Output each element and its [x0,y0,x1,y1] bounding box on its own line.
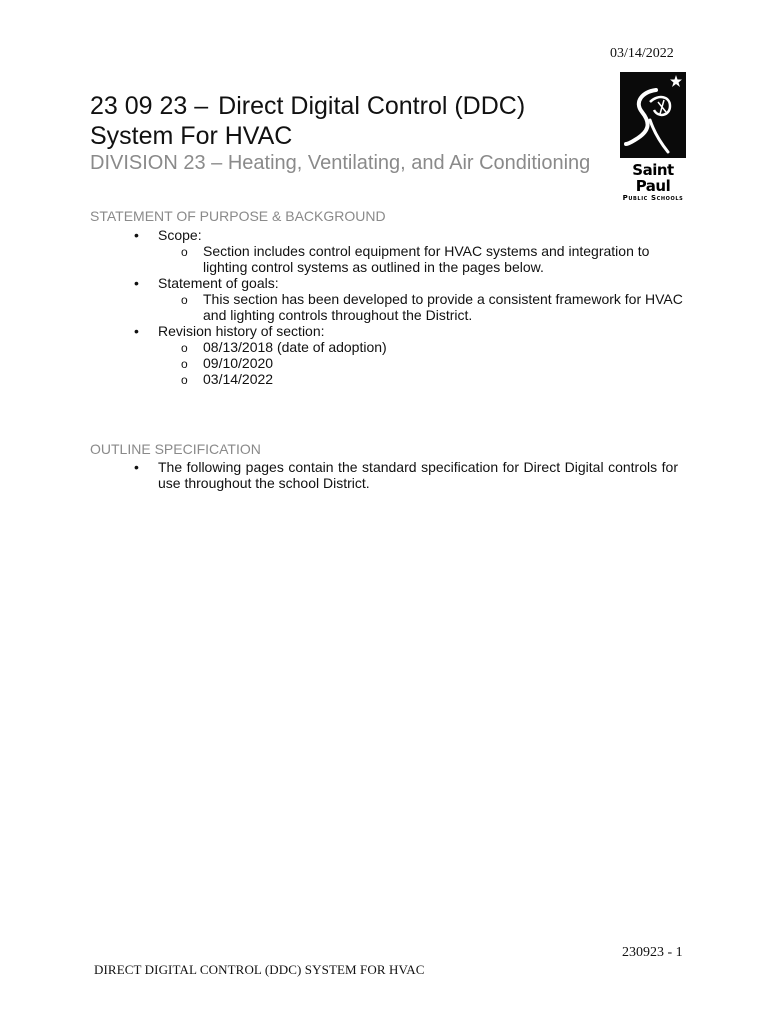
logo-name: Saint Paul [632,161,674,195]
sub-list-item-text: Section includes control equipment for HVAC systems and integration to lighting control systems as outlined in the pages below. [203,243,650,275]
sub-list-item [158,243,690,275]
title-line-2: System For HVAC [90,122,293,150]
sub-list-item [158,371,690,387]
bullet-icon: • [134,459,139,475]
sub-bullet-icon: o [181,373,188,387]
bullet-icon: • [134,323,139,339]
sub-bullet-icon: o [181,341,188,355]
sub-list-item [158,355,690,371]
bullet-icon: • [134,227,139,243]
list-item-label: Revision history of section: [158,323,325,339]
purpose-list [90,227,690,387]
list-item [90,459,690,491]
list-item [90,227,690,275]
outline-list [90,459,690,491]
sub-bullet-icon: o [181,357,188,371]
list-item [90,275,690,323]
purpose-heading: STATEMENT OF PURPOSE & BACKGROUND [90,208,386,224]
page-title [90,91,610,151]
sub-list [158,243,690,275]
logo-subname: Public Schools [622,194,684,202]
list-item [90,323,690,387]
title-line-1 [90,91,610,121]
sub-list [158,291,690,323]
outline-heading: OUTLINE SPECIFICATION [90,441,261,457]
title-text-1: Direct Digital Control (DDC) [218,92,526,120]
logo-mark-icon [620,72,686,158]
sub-list-item-text: 09/10/2020 [203,355,274,371]
sub-bullet-icon: o [181,245,188,259]
header-date: 03/14/2022 [610,46,674,61]
sub-bullet-icon: o [181,293,188,307]
list-item-label: Statement of goals: [158,275,279,291]
sub-list-item [158,291,690,323]
bullet-icon: • [134,275,139,291]
page-number: 230923 - 1 [622,945,683,960]
footer-title: DIRECT DIGITAL CONTROL (DDC) SYSTEM FOR HVAC [94,962,425,977]
sub-list-item [158,339,690,355]
sub-list-item-text: This section has been developed to provide a consistent framework for HVAC and lighting controls throughout the District. [203,291,683,323]
saint-paul-logo [620,72,686,202]
list-item-text: The following pages contain the standard specification for Direct Digital controls for use throughout the school District. [158,459,678,491]
division-subtitle: DIVISION 23 – Heating, Ventilating, and Air Conditioning [90,152,591,174]
list-item-label: Scope: [158,227,202,243]
sub-list-item-text: 08/13/2018 (date of adoption) [203,339,387,355]
section-code: 23 09 23 – [90,92,209,120]
sub-list-item-text: 03/14/2022 [203,371,274,387]
sub-list [158,339,690,387]
